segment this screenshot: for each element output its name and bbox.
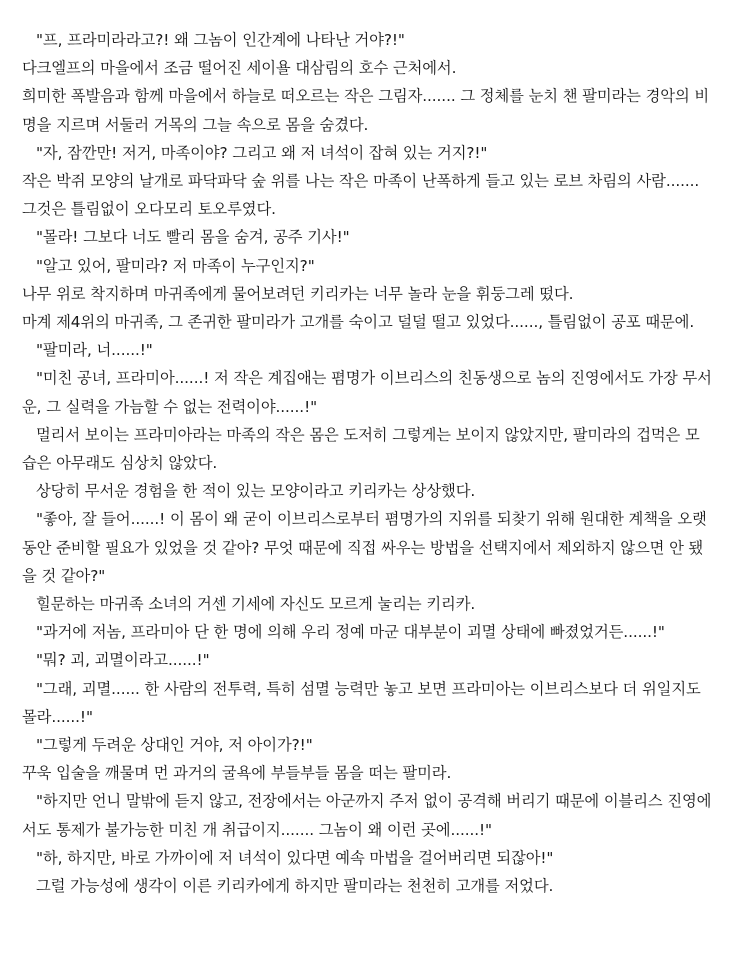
paragraph: 마계 제4위의 마귀족, 그 존귀한 팔미라가 고개를 숙이고 덜덜 떨고 있었다......, 틀림없이 공포 때문에. (22, 313, 695, 332)
paragraph: "과거에 저놈, 프라미아 단 한 명에 의해 우리 정예 마군 대부분이 괴멸 상태에 빠졌었거든......!" (36, 623, 665, 642)
paragraph: 나무 위로 착지하며 마귀족에게 물어보려던 키리카는 너무 놀라 눈을 휘둥그레 떴다. (22, 284, 574, 303)
paragraph: "뭐? 괴, 괴멸이라고......!" (36, 651, 210, 670)
novel-text-body (22, 26, 714, 900)
paragraph: 멀리서 보이는 프라미아라는 마족의 작은 몸은 도저히 그렇게는 보이지 않았지만, 팔미라의 겁먹은 모습은 아무래도 심상치 않았다. (22, 425, 700, 473)
paragraph: 꾸욱 입술을 깨물며 먼 과거의 굴욕에 부들부들 몸을 떠는 팔미라. (22, 764, 452, 783)
paragraph: 그럴 가능성에 생각이 이른 키리카에게 하지만 팔미라는 천천히 고개를 저었다. (36, 877, 554, 896)
paragraph: 희미한 폭발음과 함께 마을에서 하늘로 떠오르는 작은 그림자....... 그 정체를 눈치 챈 팔미라는 경악의 비명을 지르며 서둘러 거목의 그늘 속으로 몸을 숨겼다. (22, 87, 710, 134)
paragraph: 다크엘프의 마을에서 조금 떨어진 세이욜 대삼림의 호수 근처에서. (22, 59, 457, 78)
paragraph: 작은 박쥐 모양의 날개로 파닥파닥 숲 위를 나는 작은 마족이 난폭하게 들고 있는 로브 차림의 사람....... 그것은 틀림없이 오다모리 토오루였다. (22, 172, 704, 219)
paragraph: 힐문하는 마귀족 소녀의 거센 기세에 자신도 모르게 눌리는 키리카. (36, 595, 476, 614)
paragraph: "그렇게 두려운 상대인 거야, 저 아이가?!" (36, 736, 313, 755)
paragraph: "하, 하지만, 바로 가까이에 저 녀석이 있다면 예속 마법을 걸어버리면 되잖아!" (36, 848, 554, 867)
paragraph: "미친 공녀, 프라미아......! 저 작은 계집애는 폄명가 이브리스의 친동생으로 놈의 진영에서도 가장 무서운, 그 실력을 가늠할 수 없는 전력이야......!" (22, 369, 712, 416)
paragraph: "알고 있어, 팔미라? 저 마족이 누구인지?" (36, 256, 315, 275)
paragraph: 상당히 무서운 경험을 한 적이 있는 모양이라고 키리카는 상상했다. (36, 482, 476, 501)
paragraph: "좋아, 잘 들어......! 이 몸이 왜 굳이 이브리스로부터 폄명가의 지위를 되찾기 위해 원대한 계책을 오랫동안 준비할 필요가 있었을 것 같아? 무엇 때문에 직접 싸우는 방법을 선택지에서 제외하지 않으면 안 됐을 것 같아?" (22, 510, 707, 585)
paragraph: "프, 프라미라라고?! 왜 그놈이 인간계에 나타난 거야?!" (36, 31, 405, 49)
paragraph: "몰라! 그보다 너도 빨리 몸을 숨겨, 공주 기사!" (36, 228, 350, 247)
paragraph: "하지만 언니 말밖에 듣지 않고, 전장에서는 아군까지 주저 없이 공격해 버리기 때문에 이블리스 진영에서도 통제가 불가능한 미친 개 취급이지....... 그놈이 왜 이런 곳에......!" (22, 792, 712, 839)
paragraph: "자, 잠깐만! 저거, 마족이야? 그리고 왜 저 녀석이 잡혀 있는 거지?!" (36, 143, 488, 162)
paragraph: "그래, 괴멸...... 한 사람의 전투력, 특히 섬멸 능력만 놓고 보면 프라미아는 이브리스보다 더 위일지도 몰라......!" (22, 679, 706, 726)
paragraph: "팔미라, 너......!" (36, 341, 153, 360)
